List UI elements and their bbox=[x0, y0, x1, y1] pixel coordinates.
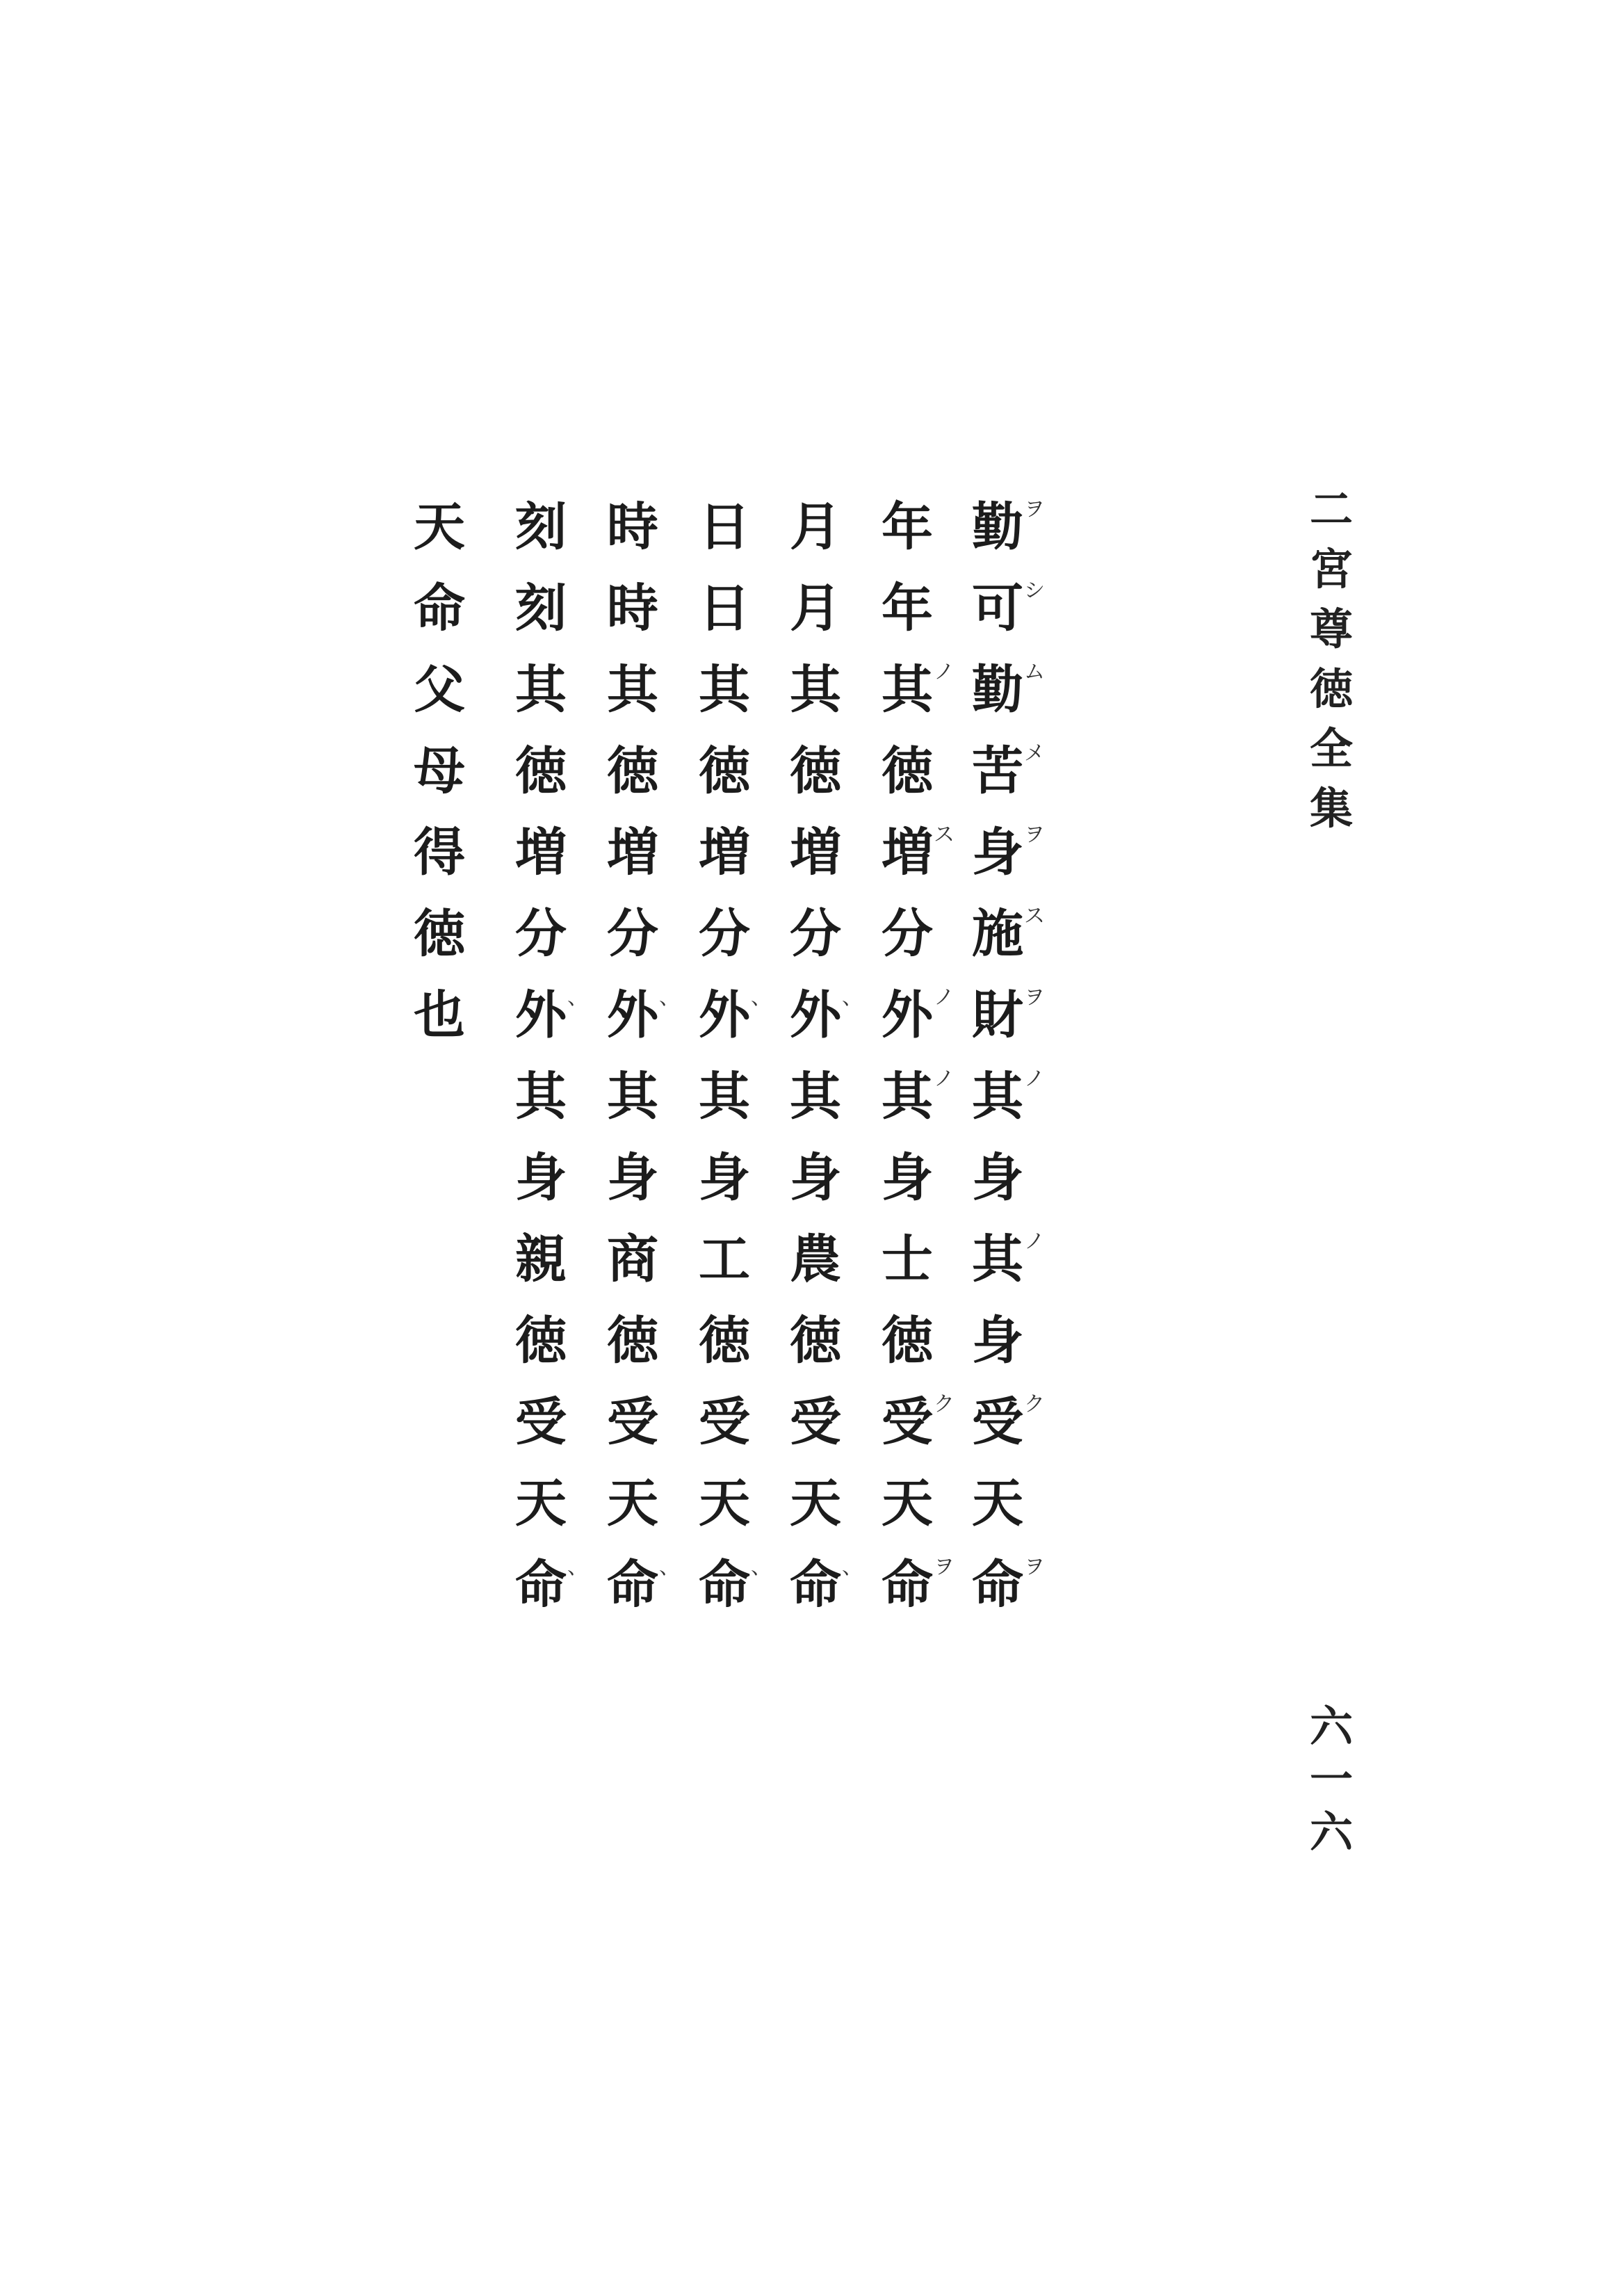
kanji-glyph: 受 bbox=[515, 1392, 567, 1452]
kanji-char bbox=[774, 1138, 857, 1219]
kanji-glyph: 親 bbox=[515, 1229, 567, 1289]
kanji-char bbox=[774, 1056, 857, 1138]
kanji-glyph: 年 bbox=[882, 579, 933, 638]
page-number-char: 六 bbox=[1309, 1701, 1353, 1752]
kunten-mark: 、 bbox=[567, 1555, 588, 1579]
kanji-glyph: 命 bbox=[699, 1555, 750, 1615]
kanji-char bbox=[866, 1300, 949, 1382]
kunten-mark: ノ bbox=[934, 1067, 955, 1091]
kunten-mark: 、 bbox=[751, 1555, 772, 1579]
kanji-char bbox=[866, 1219, 949, 1300]
kanji-glyph: 徳 bbox=[515, 1311, 567, 1371]
kanji-glyph: 命 bbox=[515, 1555, 567, 1615]
kanji-glyph: 外 bbox=[699, 985, 750, 1045]
kunten-mark: ヲ bbox=[934, 1555, 955, 1579]
kanji-char bbox=[499, 1544, 588, 1626]
kanji-char bbox=[591, 1300, 674, 1382]
header-char: 全 bbox=[1309, 723, 1353, 774]
kanji-glyph: 士 bbox=[882, 1229, 933, 1289]
kanji-char bbox=[956, 812, 1045, 894]
kunten-mark: ス bbox=[1024, 904, 1045, 928]
kanji-glyph: 財 bbox=[972, 985, 1023, 1045]
kanji-char bbox=[398, 731, 481, 812]
kanji-char bbox=[683, 487, 766, 568]
kunten-mark: 、 bbox=[567, 985, 588, 1010]
kanji-glyph: 外 bbox=[607, 985, 658, 1045]
kanji-char bbox=[956, 1138, 1039, 1219]
kanji-glyph: 身 bbox=[972, 1311, 1023, 1371]
kanji-glyph: 日 bbox=[699, 497, 750, 557]
kanji-char bbox=[956, 1056, 1045, 1138]
kanji-glyph: 勤 bbox=[972, 497, 1023, 557]
kanji-glyph: 徳 bbox=[790, 741, 841, 801]
kanji-char bbox=[683, 1544, 772, 1626]
kanji-char bbox=[956, 1219, 1045, 1300]
kanji-glyph: 商 bbox=[607, 1229, 658, 1289]
kanji-char bbox=[683, 731, 766, 812]
kanji-char bbox=[866, 1463, 949, 1544]
kunten-mark: ク bbox=[1024, 1392, 1045, 1417]
kanji-char bbox=[683, 812, 766, 894]
text-column bbox=[499, 487, 588, 1626]
kanji-char bbox=[683, 1382, 766, 1463]
kanji-glyph: 増 bbox=[790, 823, 841, 882]
kanji-char bbox=[866, 975, 955, 1056]
kanji-char bbox=[398, 812, 481, 894]
kanji-glyph: 受 bbox=[790, 1392, 841, 1452]
kanji-glyph: 勤 bbox=[972, 660, 1023, 720]
kanji-glyph: 其 bbox=[790, 1067, 841, 1127]
kunten-mark: 、 bbox=[842, 985, 863, 1010]
kanji-char bbox=[774, 1463, 857, 1544]
kanji-char bbox=[499, 812, 583, 894]
kanji-char bbox=[866, 1382, 955, 1463]
kanji-char bbox=[591, 975, 680, 1056]
kanji-char bbox=[398, 649, 481, 731]
kanji-char bbox=[866, 568, 949, 649]
kanji-char bbox=[499, 487, 583, 568]
kunten-mark: ヲ bbox=[1024, 985, 1045, 1010]
kanji-glyph: 受 bbox=[882, 1392, 933, 1452]
kanji-char bbox=[591, 649, 674, 731]
kanji-char bbox=[683, 1138, 766, 1219]
kanji-glyph: 命 bbox=[972, 1555, 1023, 1615]
kanji-glyph: 外 bbox=[515, 985, 567, 1045]
kunten-mark: メ bbox=[1024, 741, 1045, 766]
kanji-glyph: 身 bbox=[790, 1148, 841, 1208]
kanji-glyph: 分 bbox=[515, 904, 567, 964]
kanji-char bbox=[866, 894, 949, 975]
page-number-char: 一 bbox=[1309, 1754, 1353, 1805]
kanji-char bbox=[591, 1463, 674, 1544]
kanji-glyph: 其 bbox=[699, 1067, 750, 1127]
kanji-glyph: 可 bbox=[972, 579, 1023, 638]
kanji-char bbox=[499, 1300, 583, 1382]
kanji-char bbox=[956, 649, 1045, 731]
kanji-char bbox=[774, 1544, 863, 1626]
kanji-glyph: 徳 bbox=[607, 1311, 658, 1371]
kanji-glyph: 外 bbox=[882, 985, 933, 1045]
kanji-glyph: 身 bbox=[607, 1148, 658, 1208]
kunten-mark: ノ bbox=[1024, 1229, 1045, 1254]
text-column bbox=[683, 487, 772, 1626]
kanji-glyph: 天 bbox=[607, 1474, 658, 1533]
kanji-char bbox=[499, 975, 588, 1056]
page-number bbox=[1297, 1700, 1366, 1859]
vertical-text-body bbox=[362, 487, 1057, 1683]
kunten-mark: ノ bbox=[1024, 1067, 1045, 1091]
kanji-char bbox=[591, 1382, 674, 1463]
kanji-glyph: 天 bbox=[972, 1474, 1023, 1533]
kanji-glyph: 其 bbox=[972, 1229, 1023, 1289]
kanji-char bbox=[774, 1300, 857, 1382]
kunten-mark: 、 bbox=[659, 985, 680, 1010]
text-column bbox=[591, 487, 680, 1626]
kanji-char bbox=[591, 1544, 680, 1626]
kunten-mark: 、 bbox=[751, 985, 772, 1010]
kanji-glyph: 得 bbox=[414, 823, 465, 882]
running-header-title bbox=[1297, 480, 1366, 839]
kanji-glyph: 其 bbox=[515, 1067, 567, 1127]
header-char: 宮 bbox=[1309, 544, 1353, 595]
kanji-char bbox=[683, 894, 766, 975]
kanji-glyph: 農 bbox=[790, 1229, 841, 1289]
kanji-char bbox=[683, 1300, 766, 1382]
kanji-glyph: 受 bbox=[972, 1392, 1023, 1452]
kunten-mark: 、 bbox=[842, 1555, 863, 1579]
kanji-glyph: 受 bbox=[607, 1392, 658, 1452]
kanji-char bbox=[499, 568, 583, 649]
kanji-char bbox=[499, 1463, 583, 1544]
kanji-char bbox=[591, 1056, 674, 1138]
kanji-char bbox=[866, 1544, 955, 1626]
kanji-glyph: 其 bbox=[882, 1067, 933, 1127]
kanji-char bbox=[499, 1382, 583, 1463]
kanji-glyph: 徳 bbox=[414, 904, 465, 964]
kanji-char bbox=[866, 487, 949, 568]
kanji-glyph: 増 bbox=[607, 823, 658, 882]
kanji-glyph: 月 bbox=[790, 497, 841, 557]
kanji-glyph: 徳 bbox=[882, 741, 933, 801]
kanji-glyph: 命 bbox=[414, 579, 465, 638]
kanji-glyph: 刻 bbox=[515, 579, 567, 638]
kanji-char bbox=[866, 649, 955, 731]
kanji-glyph: 苦 bbox=[972, 741, 1023, 801]
kanji-glyph: 分 bbox=[882, 904, 933, 964]
kanji-glyph: 徳 bbox=[882, 1311, 933, 1371]
kanji-glyph: 分 bbox=[699, 904, 750, 964]
kanji-glyph: 時 bbox=[607, 497, 658, 557]
kanji-glyph: 天 bbox=[515, 1474, 567, 1533]
kanji-glyph: 外 bbox=[790, 985, 841, 1045]
kanji-glyph: 命 bbox=[882, 1555, 933, 1615]
kanji-glyph: 也 bbox=[414, 985, 465, 1045]
kanji-char bbox=[866, 1056, 955, 1138]
kanji-char bbox=[956, 894, 1045, 975]
kanji-glyph: 天 bbox=[699, 1474, 750, 1533]
header-char: 尊 bbox=[1309, 604, 1353, 654]
kanji-glyph: 徳 bbox=[607, 741, 658, 801]
kanji-char bbox=[774, 1382, 857, 1463]
kanji-char bbox=[591, 568, 674, 649]
kanji-glyph: 増 bbox=[515, 823, 567, 882]
kanji-glyph: 身 bbox=[882, 1148, 933, 1208]
kanji-glyph: 命 bbox=[607, 1555, 658, 1615]
kunten-mark: シ bbox=[1024, 579, 1045, 603]
kanji-char bbox=[683, 1056, 766, 1138]
kanji-glyph: 父 bbox=[414, 660, 465, 720]
kanji-char bbox=[956, 568, 1045, 649]
kanji-glyph: 月 bbox=[790, 579, 841, 638]
kanji-char bbox=[956, 1463, 1039, 1544]
kanji-glyph: 其 bbox=[607, 1067, 658, 1127]
kanji-glyph: 其 bbox=[790, 660, 841, 720]
kunten-mark: ス bbox=[934, 823, 955, 847]
kanji-glyph: 其 bbox=[972, 1067, 1023, 1127]
kanji-glyph: 受 bbox=[699, 1392, 750, 1452]
kanji-char bbox=[774, 649, 857, 731]
kunten-mark: ヲ bbox=[1024, 1555, 1045, 1579]
kanji-glyph: 増 bbox=[699, 823, 750, 882]
kanji-char bbox=[398, 568, 481, 649]
kanji-char bbox=[499, 1138, 583, 1219]
kanji-char bbox=[956, 975, 1045, 1056]
kunten-mark: ノ bbox=[934, 985, 955, 1010]
text-column bbox=[866, 487, 955, 1626]
kanji-glyph: 徳 bbox=[515, 741, 567, 801]
kanji-char bbox=[774, 1219, 857, 1300]
kanji-glyph: 天 bbox=[790, 1474, 841, 1533]
kanji-glyph: 分 bbox=[607, 904, 658, 964]
kanji-glyph: 身 bbox=[972, 823, 1023, 882]
kanji-char bbox=[683, 975, 772, 1056]
kanji-glyph: 時 bbox=[607, 579, 658, 638]
kanji-char bbox=[774, 731, 857, 812]
page-number-char: 六 bbox=[1309, 1807, 1353, 1857]
text-column bbox=[774, 487, 863, 1626]
kunten-mark: ク bbox=[934, 1392, 955, 1417]
kanji-char bbox=[683, 1219, 766, 1300]
kanji-char bbox=[956, 731, 1045, 812]
kanji-char bbox=[591, 1219, 674, 1300]
kanji-glyph: 命 bbox=[790, 1555, 841, 1615]
kanji-char bbox=[499, 731, 583, 812]
kanji-glyph: 刻 bbox=[515, 497, 567, 557]
kanji-glyph: 日 bbox=[699, 579, 750, 638]
kanji-glyph: 年 bbox=[882, 497, 933, 557]
kanji-glyph: 身 bbox=[972, 1148, 1023, 1208]
kanji-char bbox=[866, 731, 949, 812]
kanji-glyph: 其 bbox=[515, 660, 567, 720]
kunten-mark: ノ bbox=[934, 660, 955, 684]
kanji-glyph: 天 bbox=[414, 497, 465, 557]
kunten-mark: ヲ bbox=[1024, 497, 1045, 522]
kanji-char bbox=[683, 649, 766, 731]
kanji-char bbox=[774, 812, 857, 894]
kanji-char bbox=[956, 1300, 1039, 1382]
kanji-char bbox=[774, 568, 857, 649]
kanji-glyph: 其 bbox=[882, 660, 933, 720]
kanji-glyph: 其 bbox=[607, 660, 658, 720]
kanji-glyph: 徳 bbox=[790, 1311, 841, 1371]
kunten-mark: ヲ bbox=[1024, 823, 1045, 847]
kanji-char bbox=[499, 649, 583, 731]
header-char: 二 bbox=[1309, 484, 1353, 535]
kanji-char bbox=[774, 487, 857, 568]
kanji-glyph: 徳 bbox=[699, 741, 750, 801]
header-char: 集 bbox=[1309, 783, 1353, 834]
kanji-char bbox=[866, 1138, 949, 1219]
text-column bbox=[398, 487, 481, 1056]
kanji-char bbox=[591, 812, 674, 894]
kanji-glyph: 身 bbox=[515, 1148, 567, 1208]
kanji-char bbox=[499, 1219, 583, 1300]
kanji-char bbox=[956, 1382, 1045, 1463]
kanji-glyph: 施 bbox=[972, 904, 1023, 964]
kanji-char bbox=[499, 894, 583, 975]
kanji-char bbox=[956, 487, 1045, 568]
kanji-glyph: 徳 bbox=[699, 1311, 750, 1371]
kanji-char bbox=[591, 731, 674, 812]
kunten-mark: 、 bbox=[659, 1555, 680, 1579]
kanji-char bbox=[683, 568, 766, 649]
header-char: 徳 bbox=[1309, 663, 1353, 714]
kanji-glyph: 身 bbox=[699, 1148, 750, 1208]
kanji-glyph: 其 bbox=[699, 660, 750, 720]
kanji-char bbox=[774, 894, 857, 975]
kanji-char bbox=[591, 487, 674, 568]
kanji-char bbox=[499, 1056, 583, 1138]
kanji-char bbox=[956, 1544, 1045, 1626]
kanji-char bbox=[591, 894, 674, 975]
kanji-char bbox=[398, 487, 481, 568]
kanji-char bbox=[591, 1138, 674, 1219]
kanji-char bbox=[866, 812, 955, 894]
kanji-glyph: 天 bbox=[882, 1474, 933, 1533]
kanji-char bbox=[398, 894, 481, 975]
kanji-glyph: 分 bbox=[790, 904, 841, 964]
kanji-glyph: 母 bbox=[414, 741, 465, 801]
kunten-mark: ム bbox=[1024, 660, 1045, 684]
text-column bbox=[956, 487, 1045, 1626]
kanji-char bbox=[683, 1463, 766, 1544]
kanji-glyph: 工 bbox=[699, 1229, 750, 1289]
kanji-glyph: 増 bbox=[882, 823, 933, 882]
kanji-char bbox=[774, 975, 863, 1056]
kanji-char bbox=[398, 975, 481, 1056]
